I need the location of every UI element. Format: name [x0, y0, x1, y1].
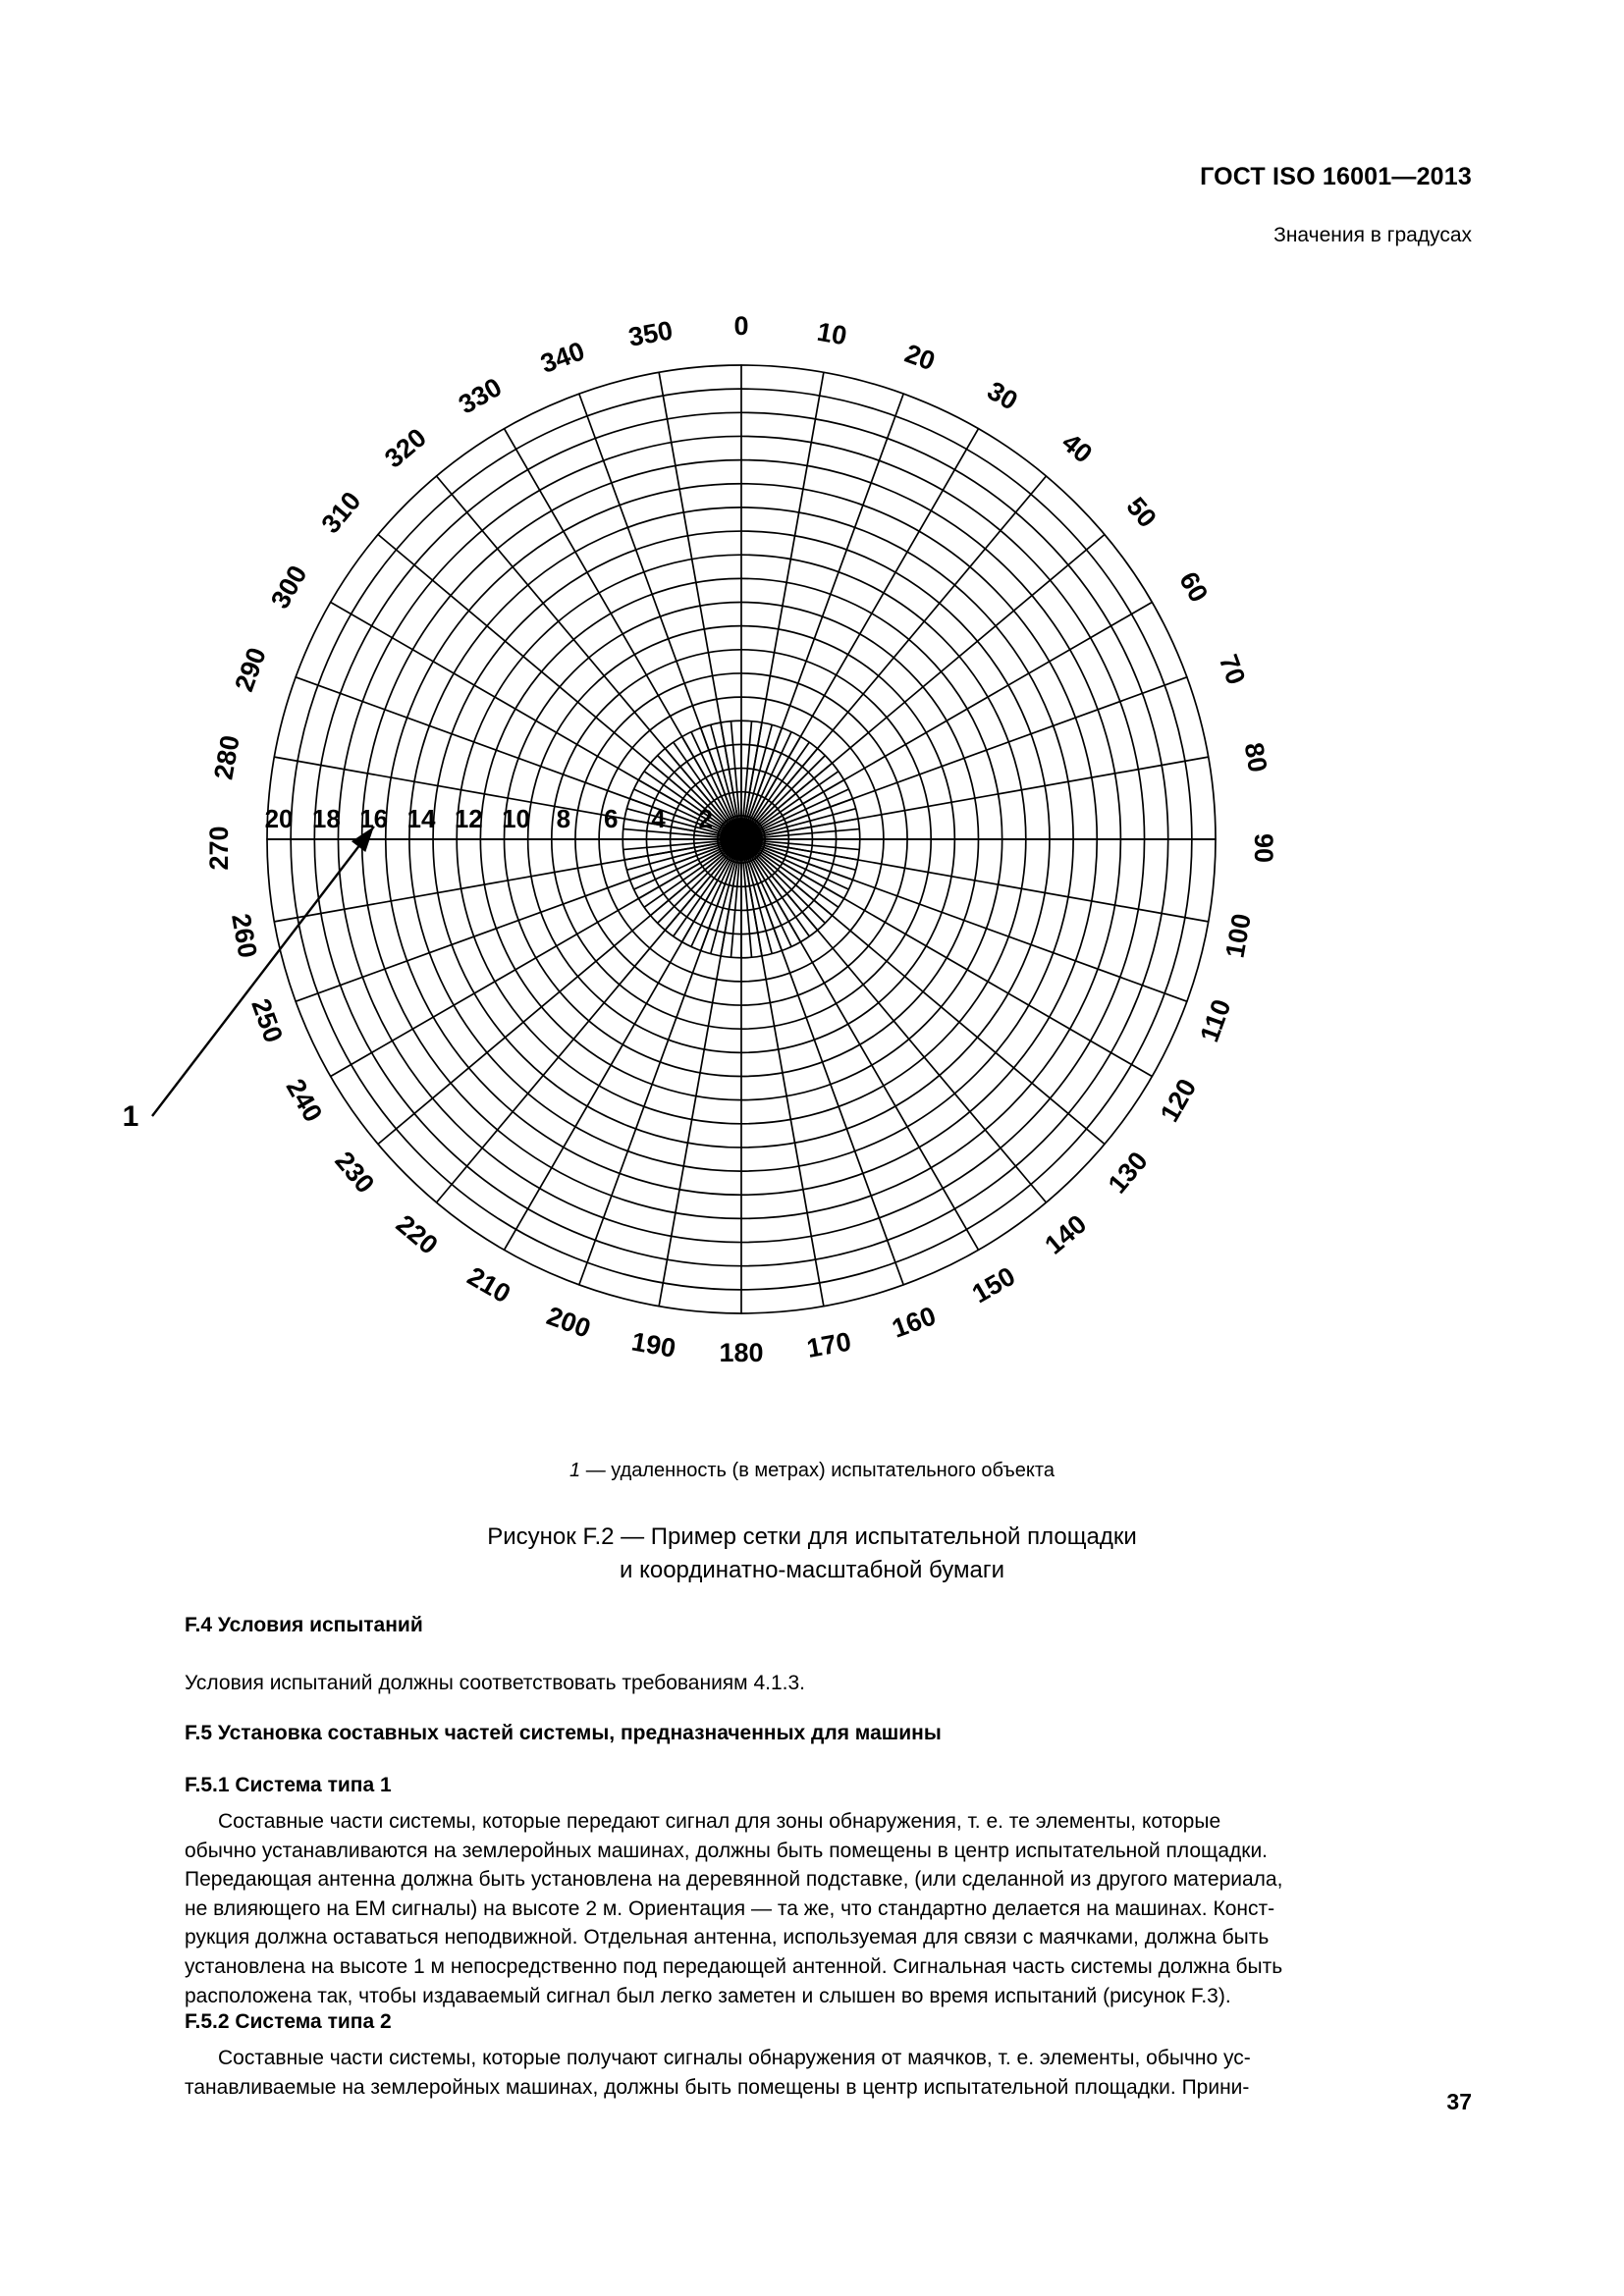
document-standard-header: ГОСТ ISO 16001—2013 [1200, 163, 1472, 190]
angle-tick-label-240: 240 [280, 1073, 329, 1128]
radial-tick-label-16: 16 [359, 804, 389, 833]
angle-tick-label-340: 340 [536, 336, 589, 379]
angle-tick-label-260: 260 [226, 911, 263, 961]
angle-tick-label-180: 180 [719, 1338, 764, 1367]
callout-label-1: 1 [122, 1100, 139, 1133]
figure-f2-polar-grid [93, 250, 1488, 1418]
radial-tick-label-8: 8 [556, 804, 571, 833]
paragraph-f51 [185, 1807, 1449, 2010]
paragraph-f51-line-2: обычно устанавливаются на землеройных машинах, должны быть помещены в центр испытательной площадки. [185, 1839, 1269, 1862]
angle-tick-label-270: 270 [204, 826, 234, 871]
figure-legend [0, 1460, 1624, 1482]
angle-tick-label-330: 330 [453, 372, 508, 420]
figure-caption-line-2: и координатно-масштабной бумаги [620, 1557, 1004, 1583]
angle-tick-label-60: 60 [1173, 566, 1215, 608]
heading-f4: F.4 Условия испытаний [185, 1614, 423, 1636]
units-note: Значения в градусах [1273, 224, 1472, 246]
paragraph-f52-line-1: Составные части системы, которые получают сигналы обнаружения от маячков, т. е. элементы, обычно ус- [218, 2047, 1251, 2069]
paragraph-f4: Условия испытаний должны соответствовать требованиям 4.1.3. [185, 1672, 805, 1694]
figure-caption [0, 1521, 1624, 1587]
angle-tick-label-220: 220 [390, 1208, 444, 1260]
angle-tick-label-320: 320 [379, 422, 432, 474]
angle-tick-label-290: 290 [229, 643, 272, 696]
angle-tick-label-80: 80 [1238, 740, 1273, 775]
angle-tick-label-130: 130 [1102, 1146, 1154, 1200]
angle-tick-label-310: 310 [315, 486, 367, 539]
legend-index: 1 [569, 1460, 581, 1481]
radial-tick-label-2: 2 [698, 804, 714, 833]
angle-tick-label-150: 150 [966, 1260, 1021, 1309]
radial-tick-label-4: 4 [651, 804, 666, 833]
angle-tick-label-170: 170 [804, 1326, 854, 1363]
radial-tick-label-14: 14 [406, 804, 436, 833]
angle-tick-label-40: 40 [1056, 427, 1099, 469]
angle-tick-label-90: 90 [1249, 832, 1278, 864]
angle-tick-label-50: 50 [1120, 491, 1163, 534]
paragraph-f52 [185, 2044, 1449, 2102]
angle-tick-label-20: 20 [900, 338, 940, 377]
polar-chart-graphics [123, 311, 1278, 1367]
angle-tick-label-120: 120 [1154, 1073, 1203, 1128]
figure-caption-line-1: Рисунок F.2 — Пример сетки для испытательной площадки [487, 1523, 1137, 1550]
legend-text: — удаленность (в метрах) испытательного объекта [585, 1460, 1055, 1481]
paragraph-f51-line-5: рукция должна оставаться неподвижной. Отдельная антенна, используемая для связи с маячками, должна быть [185, 1926, 1270, 1949]
paragraph-f52-line-2: танавливаемые на землеройных машинах, должны быть помещены в центр испытательной площадки. Прини- [185, 2075, 1250, 2099]
radial-tick-label-12: 12 [454, 804, 483, 833]
radial-tick-label-10: 10 [502, 804, 531, 833]
angle-tick-label-100: 100 [1219, 911, 1257, 961]
angle-tick-label-280: 280 [208, 732, 245, 782]
paragraph-f51-line-3: Передающая антенна должна быть установлена на деревянной подставке, (или сделанной из другого материала, [185, 1868, 1283, 1892]
angle-tick-label-300: 300 [265, 560, 313, 614]
page-number: 37 [1446, 2089, 1472, 2114]
angle-tick-label-190: 190 [628, 1326, 678, 1363]
angle-tick-label-30: 30 [982, 375, 1023, 416]
radial-tick-label-6: 6 [603, 804, 619, 833]
angle-tick-label-140: 140 [1039, 1208, 1093, 1260]
angle-tick-label-200: 200 [542, 1301, 595, 1344]
radial-tick-label-20: 20 [264, 804, 294, 833]
paragraph-f51-line-4: не влияющего на EM сигналы) на высоте 2 м. Ориентация — та же, что стандартно делается на машинах. Конст- [185, 1896, 1275, 1920]
paragraph-f51-line-7: расположена так, чтобы издаваемый сигнал был легко заметен и слышен во время испытаний (рисунок F.3). [185, 1984, 1231, 2007]
angle-tick-label-250: 250 [245, 994, 289, 1047]
angle-tick-label-160: 160 [888, 1301, 941, 1344]
angle-tick-label-210: 210 [461, 1260, 516, 1309]
heading-f5: F.5 Установка составных частей системы, предназначенных для машины [185, 1722, 942, 1744]
angle-tick-label-230: 230 [329, 1146, 381, 1200]
angle-tick-label-10: 10 [814, 316, 849, 351]
heading-f51: F.5.1 Система типа 1 [185, 1774, 392, 1796]
angle-tick-label-110: 110 [1194, 995, 1237, 1046]
angle-tick-label-70: 70 [1213, 650, 1252, 689]
angle-tick-label-350: 350 [625, 315, 676, 352]
angle-tick-label-0: 0 [733, 311, 749, 341]
paragraph-f51-line-6: установлена на высоте 1 м непосредственно под передающей антенной. Сигнальная часть системы должна быть [185, 1954, 1283, 1978]
heading-f52: F.5.2 Система типа 2 [185, 2010, 392, 2033]
paragraph-f51-line-1: Составные части системы, которые передают сигнал для зоны обнаружения, т. е. те элементы, которые [218, 1810, 1221, 1833]
radial-tick-label-18: 18 [311, 804, 341, 833]
